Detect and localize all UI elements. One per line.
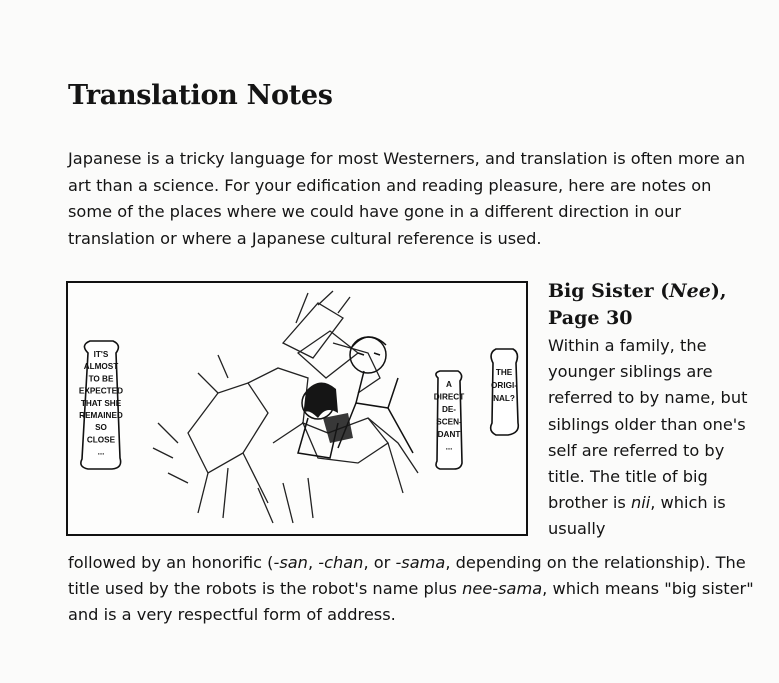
bubble-middle-line: A — [446, 380, 452, 389]
heading-term: Nee — [669, 280, 711, 302]
bubble-middle-line: DANT — [437, 430, 461, 439]
note-body-side-text: Within a family, the younger siblings are referred to by name, but siblings older than one's self are referred to by title. The title of big brother is — [548, 336, 748, 513]
bubble-left-line: SO — [95, 423, 107, 433]
bubble-left-line: THAT SHE — [80, 398, 122, 408]
note-heading — [548, 278, 758, 332]
heading-prefix: Big Sister ( — [548, 280, 670, 302]
note-body-side — [548, 333, 758, 543]
speech-bubble-left — [79, 341, 123, 469]
bubble-left-line: IT'S — [93, 350, 109, 359]
term-sama: -sama — [395, 553, 446, 572]
note-body-wide — [68, 550, 768, 629]
bubble-right-line: NAL? — [493, 394, 515, 403]
note-wide-text-3: , which means "big sister" and is a very respectful form of address. — [68, 579, 754, 625]
speech-bubble-right — [491, 349, 519, 435]
bubble-left-line: EXPECTED — [78, 386, 124, 396]
bubble-middle-line: ... — [445, 442, 453, 452]
bubble-left-line: ALMOST — [83, 362, 119, 372]
bubble-right-line: THE — [495, 368, 513, 377]
bubble-middle-line: SCEN- — [436, 417, 462, 427]
bubble-left-line: TO BE — [88, 374, 114, 384]
note-wide-sep-1: , — [307, 553, 319, 572]
bubble-middle-line: DIRECT — [433, 392, 465, 402]
intro-paragraph: Japanese is a tricky language for most Westerners, and translation is often more an art than a science. For your edification and reading pleasure, here are notes on some of the places where we could have gone in a different direction in our translation or where a Japanese cultural reference is used. — [68, 149, 746, 248]
manga-illustration — [68, 283, 526, 534]
dark-hair-shapes — [304, 382, 353, 443]
page-title: Translation Notes — [68, 80, 333, 111]
speech-bubble-middle — [434, 371, 464, 469]
note-body-side-end: , which is usually — [548, 493, 726, 539]
bubble-left-line: REMAINED — [79, 411, 123, 420]
term-san: -san — [273, 553, 308, 572]
bubble-right-line: ORIGI- — [491, 381, 517, 390]
term-nii: nii — [630, 493, 651, 513]
note-wide-text-2: , depending on the relationship). The title used by the robots is the robot's name plus — [68, 553, 746, 599]
term-nee-sama: nee-sama — [462, 579, 543, 599]
bubble-left-line: CLOSE — [86, 435, 116, 445]
heading-page: Page 30 — [548, 307, 633, 329]
bubble-left-line: ... — [97, 447, 105, 457]
heading-suffix: ), — [710, 280, 727, 302]
term-chan: -chan — [318, 553, 364, 572]
bubble-middle-line: DE- — [441, 405, 457, 414]
manga-panel — [66, 281, 528, 536]
note-wide-sep-2: , or — [363, 553, 396, 572]
note-wide-text-1: followed by an honorific ( — [68, 553, 274, 572]
